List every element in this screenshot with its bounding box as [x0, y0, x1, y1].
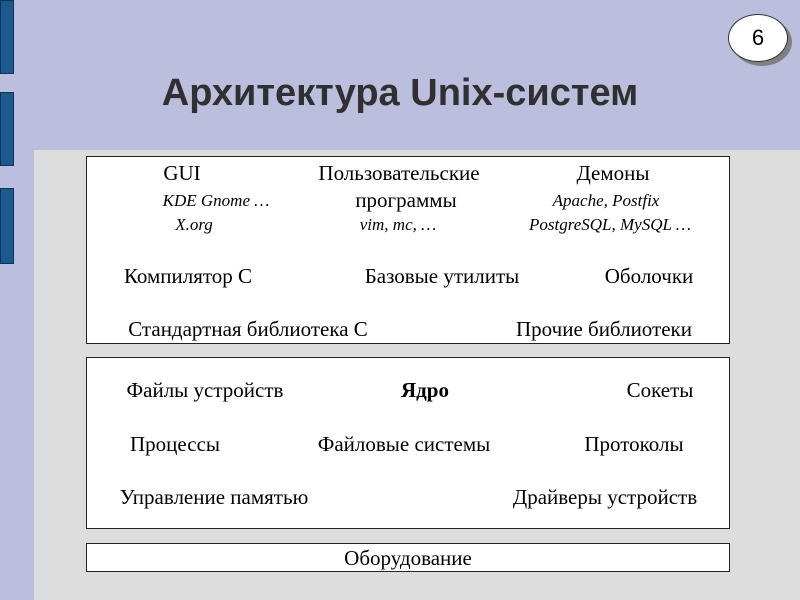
slide-number: 6 [751, 25, 765, 50]
shells-label: Оболочки [604, 264, 694, 288]
hardware-label: Оборудование [344, 546, 472, 570]
gui-label: GUI [163, 161, 201, 185]
daemons-label: Демоны [576, 161, 650, 185]
side-tab-bottom [0, 188, 14, 264]
user-programs-label-1: Пользовательские [318, 161, 480, 185]
device-files-label: Файлы устройств [126, 378, 284, 402]
slide-number-badge [728, 14, 788, 62]
filesystems-label: Файловые системы [317, 432, 491, 456]
processes-label: Процессы [130, 432, 220, 456]
daemons-examples-2: PostgreSQL, MySQL … [529, 215, 691, 234]
kernel-title: Ядро [401, 378, 449, 402]
daemons-examples-1: Apache, Postfix [552, 191, 660, 210]
drivers-label: Драйверы устройств [512, 485, 698, 509]
protocols-label: Протоколы [584, 432, 684, 456]
compiler-label: Компилятор С [123, 264, 253, 288]
gui-examples-1: KDE Gnome … [162, 191, 270, 210]
other-libs-label: Прочие библиотеки [516, 317, 692, 341]
sockets-label: Сокеты [626, 378, 694, 402]
std-lib-label: Стандартная библиотека С [128, 317, 368, 341]
memory-label: Управление памятью [119, 485, 309, 509]
user-programs-label-2: программы [355, 188, 457, 212]
gui-examples-2: X.org [175, 215, 213, 234]
side-tab-top [0, 0, 14, 74]
user-programs-examples: vim, mc, … [359, 215, 437, 234]
base-utils-label: Базовые утилиты [364, 264, 520, 288]
slide-title: Архитектура Unix-систем [161, 72, 639, 114]
